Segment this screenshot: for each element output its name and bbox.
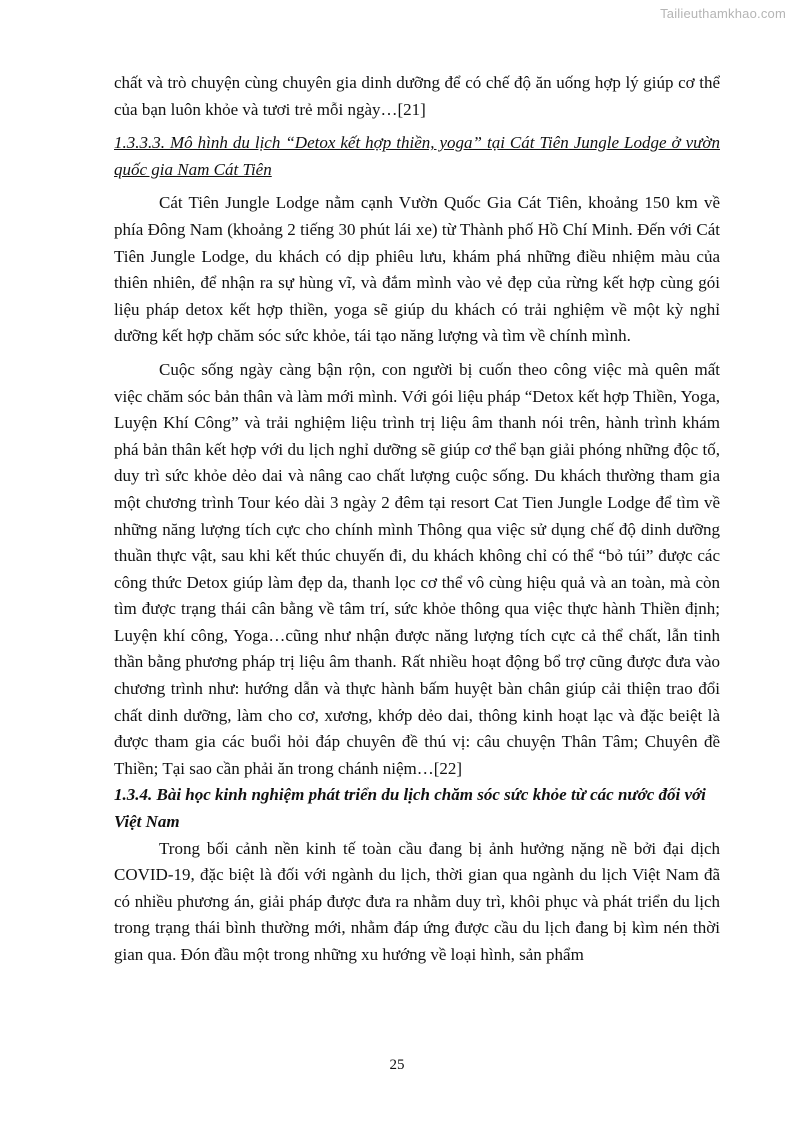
- watermark: Tailieuthamkhao.com: [660, 6, 786, 21]
- paragraph-continuation: chất và trò chuyện cùng chuyên gia dinh dưỡng để có chế độ ăn uống hợp lý giúp cơ thể của bạn luôn khỏe và tươi trẻ mỗi ngày…[21]: [114, 73, 720, 119]
- paragraph-lessons-intro: Trong bối cảnh nền kinh tế toàn cầu đang bị ảnh hưởng nặng nề bởi đại dịch COVID-19, đặc biệt là đối với ngành du lịch, thời gian qua ngành du lịch Việt Nam đã có nhiều phương án, giải pháp được đưa ra nhằm duy trì, khôi phục và phát triển du lịch trong trạng thái bình thường mới, nhằm đáp ứng được cầu du lịch đang bị kìm nén thời gian qua. Đón đầu một trong những xu hướng về loại hình, sản phẩm: [114, 838, 720, 964]
- paragraph-detox-program: Cuộc sống ngày càng bận rộn, con người bị cuốn theo công việc mà quên mất việc chăm sóc bản thân và làm mới mình. Với gói liệu pháp “Detox kết hợp Thiền, Yoga, Luyện Khí Công” và trải nghiệm liệu trình trị liệu âm thanh nói trên, hành trình khám phá bản thân kết hợp với du lịch nghỉ dưỡng sẽ giúp cơ thể bạn giải phóng những độc tố, duy trì sức khỏe dẻo dai và nâng cao chất lượng cuộc sống. Du khách thường tham gia một chương trình Tour kéo dài 3 ngày 2 đêm tại resort Cat Tien Jungle Lodge để tìm về những năng lượng tích cực cho chính mình Thông qua việc sử dụng chế độ dinh dưỡng thuần thực vật, sau khi kết thúc chuyến đi, du khách không chỉ có thể “bỏ túi” được các công thức Detox giúp làm đẹp da, thanh lọc cơ thể vô cùng hiệu quả và an toàn, mà còn tìm được trạng thái cân bằng về tâm trí, sức khỏe thông qua việc thực hành Thiền định; Luyện khí công, Yoga…cũng như nhận được năng lượng tích cực cả thể chất, lẫn tinh thần bằng phương pháp trị liệu âm thanh. Rất nhiều hoạt động bổ trợ cũng được đưa vào chương trình như: hướng dẫn và thực hành bấm huyệt bàn chân giúp cải thiện trao đổi chất dinh dưỡng, làm cho cơ, xương, khớp dẻo dai, thông kinh hoạt lạc và đặc beiệt là được tham gia các buổi hỏi đáp chuyên đề thú vị: câu chuyện Thân Tâm; Chuyên đề Thiền; Tại sao cần phải ăn trong chánh niệm…[22]: [114, 359, 720, 778]
- section-heading-1-3-4: 1.3.4. Bài học kinh nghiệm phát triển du lịch chăm sóc sức khỏe từ các nước đối với Việt Nam: [114, 785, 706, 832]
- section-heading-1-3-3-3: 1.3.3.3. Mô hình du lịch “Detox kết hợp thiền, yoga” tại Cát Tiên Jungle Lodge ở vườn quốc gia Nam Cát Tiên: [114, 133, 720, 179]
- page-number: 25: [389, 1057, 405, 1073]
- paragraph-cat-tien-intro: Cát Tiên Jungle Lodge nằm cạnh Vườn Quốc Gia Cát Tiên, khoảng 150 km về phía Đông Nam (khoảng 2 tiếng 30 phút lái xe) từ Thành phố Hồ Chí Minh. Đến với Cát Tiên Jungle Lodge, du khách có dịp phiêu lưu, khám phá những điều nhiệm màu của thiên nhiên, để nhận ra sự hùng vĩ, và đắm mình vào vẻ đẹp của rừng kết hợp cùng gói liệu pháp detox kết hợp thiền, yoga sẽ giúp du khách có trải nghiệm về một kỳ nghỉ dưỡng kết hợp chăm sóc sức khỏe, tái tạo năng lượng và tìm về chính mình.: [114, 193, 720, 346]
- document-body: [114, 70, 720, 969]
